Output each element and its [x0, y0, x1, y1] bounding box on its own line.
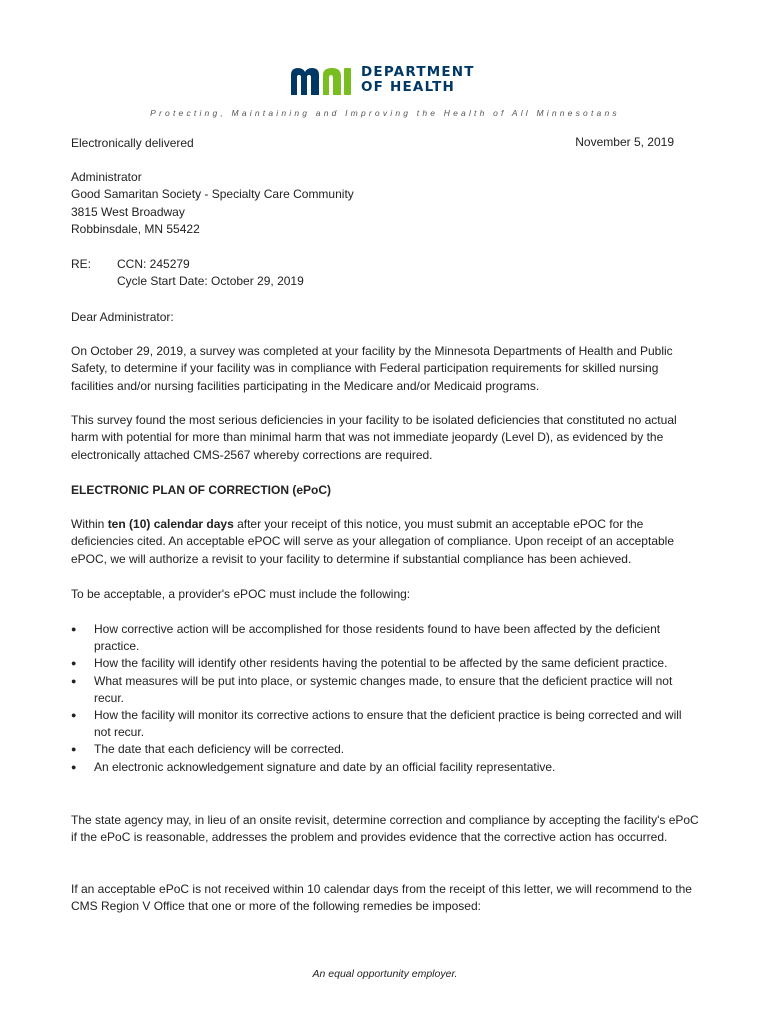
list-item: ● What measures will be put into place, or systemic changes made, to ensure that the deficient practice will not recur.	[71, 673, 699, 707]
footer-eoe: An equal opportunity employer.	[312, 968, 458, 980]
logo-line2: OF HEALTH	[361, 79, 456, 95]
re-label: RE:	[71, 257, 92, 271]
list-item: ● An electronic acknowledgement signature and date by an official facility representative.	[71, 759, 699, 776]
salutation: Dear Administrator:	[71, 310, 174, 324]
recipient-line: Good Samaritan Society - Specialty Care Community	[71, 187, 354, 202]
paragraph-epoc-start: Within	[71, 517, 108, 531]
mdh-logo	[289, 62, 475, 98]
requirements-list	[71, 621, 699, 776]
logo-wordmark	[361, 65, 475, 95]
paragraph-deficiencies: This survey found the most serious deficiencies in your facility to be isolated deficiencies that constituted no actual harm with potential for more than minimal harm that was not immediate jeopardy (Level D), as evidenced by the electronically attached CMS-2567 whereby corrections are required.	[71, 413, 677, 462]
delivery-method: Electronically delivered	[71, 136, 194, 150]
paragraph-epoc-rest: after your receipt of this notice, you must submit an acceptable ePOC for the deficiencies cited. An acceptable ePOC will serve as your allegation of compliance. Upon receipt of an acceptable ePOC, we will authorize a revisit to your facility to determine if substantial compliance has been achieved.	[71, 517, 675, 566]
letter-date: November 5, 2019	[575, 135, 674, 149]
section-heading: ELECTRONIC PLAN OF CORRECTION (ePoC)	[71, 483, 331, 497]
list-item: ● How corrective action will be accomplished for those residents found to have been affected by the deficient practice.	[71, 621, 699, 655]
recipient-address	[71, 169, 701, 238]
tagline: Protecting, Maintaining and Improving the Health of All Minnesotans	[150, 108, 620, 118]
ccn: CCN: 245279	[117, 257, 190, 271]
logo-line1: DEPARTMENT	[361, 64, 475, 80]
cycle-start-date: Cycle Start Date: October 29, 2019	[117, 274, 304, 289]
list-item: ● How the facility will monitor its corrective actions to ensure that the deficient practice is being corrected and will not recur.	[71, 707, 699, 741]
paragraph-state-agency: The state agency may, in lieu of an onsite revisit, determine correction and compliance by accepting the facility's ePoC if the ePoC is reasonable, addresses the problem and provides evidence that the corrective action has occurred.	[71, 813, 699, 845]
paragraph-requirements: To be acceptable, a provider's ePOC must include the following:	[71, 587, 411, 601]
mn-logo-icon	[289, 65, 353, 95]
paragraph-survey: On October 29, 2019, a survey was completed at your facility by the Minnesota Departments of Health and Public Safety, to determine if your facility was in compliance with Federal participation requirements for skilled nursing facilities and/or nursing facilities participating in the Medicare and/or Medicaid programs.	[71, 344, 673, 393]
paragraph-epoc	[71, 516, 701, 568]
paragraph-epoc-deadline: ten (10) calendar days	[107, 517, 234, 531]
recipient-line: 3815 West Broadway	[71, 204, 185, 219]
recipient-line: Administrator	[71, 170, 142, 184]
re-details	[117, 256, 304, 291]
list-item: ● The date that each deficiency will be corrected.	[71, 741, 699, 758]
paragraph-remedies: If an acceptable ePoC is not received within 10 calendar days from the receipt of this letter, we will recommend to the CMS Region V Office that one or more of the following remedies be imposed:	[71, 882, 692, 914]
recipient-line: Robbinsdale, MN 55422	[71, 221, 200, 236]
list-item: ● How the facility will identify other residents having the potential to be affected by the same deficient practice.	[71, 655, 699, 672]
